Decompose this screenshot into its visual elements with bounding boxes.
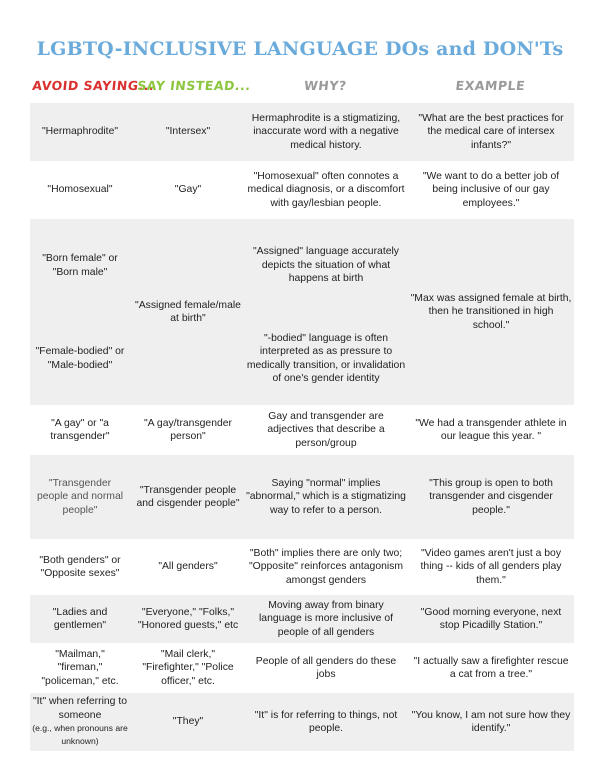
why-cell: Hermaphrodite is a stigmatizing, inaccurate word with a negative medical history. [251, 112, 401, 151]
avoid-cell: "Mailman," "fireman," "policeman," etc. [41, 648, 119, 687]
header-say-instead: SAY INSTEAD... [136, 78, 252, 93]
why-cell: "It" is for referring to things, not people. [254, 709, 398, 734]
example-cell: "You know, I am not sure how they identify." [411, 709, 571, 734]
table-row [30, 405, 574, 455]
why-cell: Saying "normal" implies "abnormal," which is a stigmatizing way to refer to a person. [246, 477, 406, 516]
table-row [30, 219, 574, 405]
avoid-cell: "Ladies and gentlemen" [52, 606, 108, 631]
avoid-cell: "Hermaphrodite" [41, 126, 119, 138]
say-cell: "They" [172, 716, 204, 728]
why-cell: Gay and transgender are adjectives that describe a person/group [267, 410, 385, 449]
example-cell: "What are the best practices for the medical care of intersex infants?" [418, 112, 564, 151]
say-cell: "Intersex" [165, 126, 211, 138]
example-cell: "Good morning everyone, next stop Picadilly Station." [420, 606, 562, 631]
header-example: EXAMPLE [454, 78, 526, 93]
table-row [30, 595, 574, 643]
avoid-cell-secondary: "Female-bodied" or "Male-bodied" [35, 346, 125, 371]
say-cell: "A gay/transgender person" [143, 417, 233, 442]
say-cell: "Everyone," "Folks," "Honored guests," etc [137, 606, 239, 631]
page-title: LGBTQ-INCLUSIVE LANGUAGE DOs and DON'Ts [36, 38, 564, 60]
table-row [30, 539, 574, 595]
avoid-cell: "Both genders" or "Opposite sexes" [39, 554, 121, 579]
why-cell: "Assigned" language accurately depicts the situation of what happens at birth [252, 246, 399, 285]
say-cell: "Transgender people and cisgender people" [136, 484, 240, 509]
example-cell: "Video games aren't just a boy thing -- kids of all genders play them." [420, 547, 562, 586]
avoid-cell: "Born female" or "Born male" [42, 253, 118, 278]
why-cell: People of all genders do these jobs [255, 655, 397, 680]
example-cell: "We want to do a better job of being inclusive of our gay employees." [422, 170, 560, 209]
avoid-cell: "Transgender people and normal people" [36, 477, 124, 516]
why-cell: "Homosexual" often connotes a medical diagnosis, or a discomfort with gay/lesbian people. [247, 170, 405, 209]
avoid-cell [30, 693, 130, 751]
say-cell: "Mail clerk," "Firefighter," "Police officer," etc. [142, 648, 234, 687]
why-cell-secondary: "-bodied" language is often interpreted as as pressure to medically transition, or invalidation of one's gender identity [246, 332, 406, 384]
table-row [30, 643, 574, 693]
table-row [30, 693, 574, 751]
table-row [30, 103, 574, 161]
avoid-cell: "A gay" or "a transgender" [50, 417, 110, 442]
example-cell: "I actually saw a firefighter rescue a cat from a tree." [413, 655, 569, 680]
header-why: WHY? [303, 78, 348, 93]
say-cell: "Assigned female/male at birth" [135, 299, 241, 324]
why-cell: Moving away from binary language is more inclusive of people of all genders [259, 599, 393, 638]
example-cell: "This group is open to both transgender and cisgender people." [429, 477, 553, 516]
avoid-note: (e.g., when pronouns are unknown) [32, 723, 128, 747]
header-avoid-saying: AVOID SAYING... [31, 78, 156, 93]
avoid-text: "It" when referring to someone [32, 696, 127, 721]
example-cell: "Max was assigned female at birth, then he transitioned in high school." [410, 292, 572, 331]
table-row [30, 161, 574, 219]
table-row [30, 455, 574, 539]
say-cell: "Gay" [174, 184, 202, 196]
why-cell: "Both" implies there are only two; "Opposite" reinforces antagonism amongst genders [248, 547, 404, 586]
avoid-cell: "Homosexual" [47, 184, 113, 196]
example-cell: "We had a transgender athlete in our league this year. " [415, 417, 567, 442]
say-cell: "All genders" [158, 561, 218, 573]
